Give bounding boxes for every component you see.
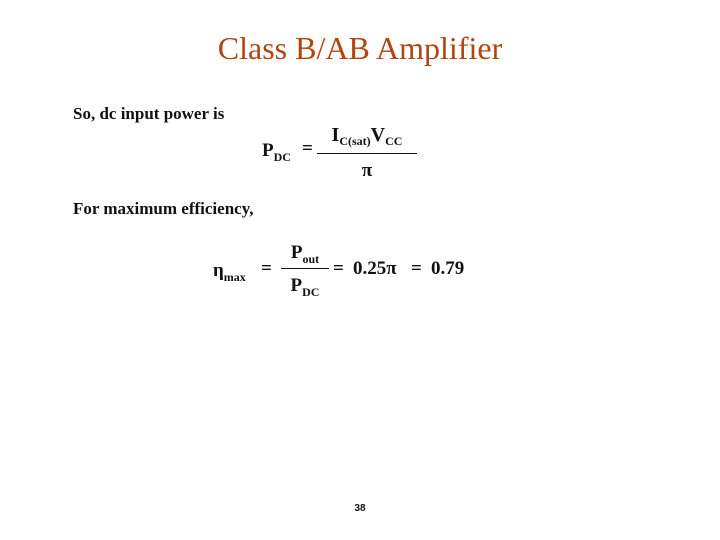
eq1-num-v-sub: CC — [385, 134, 403, 148]
eq1-numerator — [317, 124, 417, 147]
eq2-equals-3: = — [411, 258, 422, 279]
eq1-equals: = — [302, 138, 313, 159]
eq2-den-main: P — [290, 275, 303, 296]
eq2-equals-1: = — [261, 258, 272, 279]
equation-eta-max — [213, 240, 463, 310]
eq1-denominator: π — [361, 160, 373, 181]
eq1-fraction-bar — [317, 153, 417, 154]
eq2-lhs — [213, 260, 246, 282]
eq2-fraction-bar — [281, 268, 329, 269]
eq2-equals-2: = — [333, 258, 344, 279]
slide-title: Class B/AB Amplifier — [217, 30, 503, 66]
eq1-lhs-sub: DC — [273, 150, 291, 164]
text-dc-input-power: So, dc input power is — [73, 104, 225, 123]
eq2-lhs-main: η — [213, 260, 224, 281]
eq2-numerator — [281, 242, 329, 264]
equation-pdc — [262, 120, 422, 185]
eq1-num-v: V — [370, 124, 386, 146]
eq2-result: 0.79 — [431, 258, 465, 279]
page-number: 38 — [354, 503, 366, 514]
text-max-efficiency: For maximum efficiency, — [73, 199, 254, 218]
eq2-denominator — [281, 275, 329, 297]
eq2-value: 0.25π — [353, 258, 397, 279]
eq1-lhs-main: P — [262, 140, 274, 161]
eq1-lhs — [262, 140, 291, 162]
eq1-num-i: I — [331, 124, 340, 146]
eq2-lhs-sub: max — [223, 270, 246, 284]
eq2-num-sub: out — [302, 252, 320, 266]
eq1-num-i-sub: C(sat) — [339, 134, 371, 148]
eq1-fraction — [317, 120, 417, 185]
eq2-den-sub: DC — [302, 285, 320, 299]
eq2-num-main: P — [290, 242, 303, 263]
eq2-fraction — [281, 240, 329, 310]
